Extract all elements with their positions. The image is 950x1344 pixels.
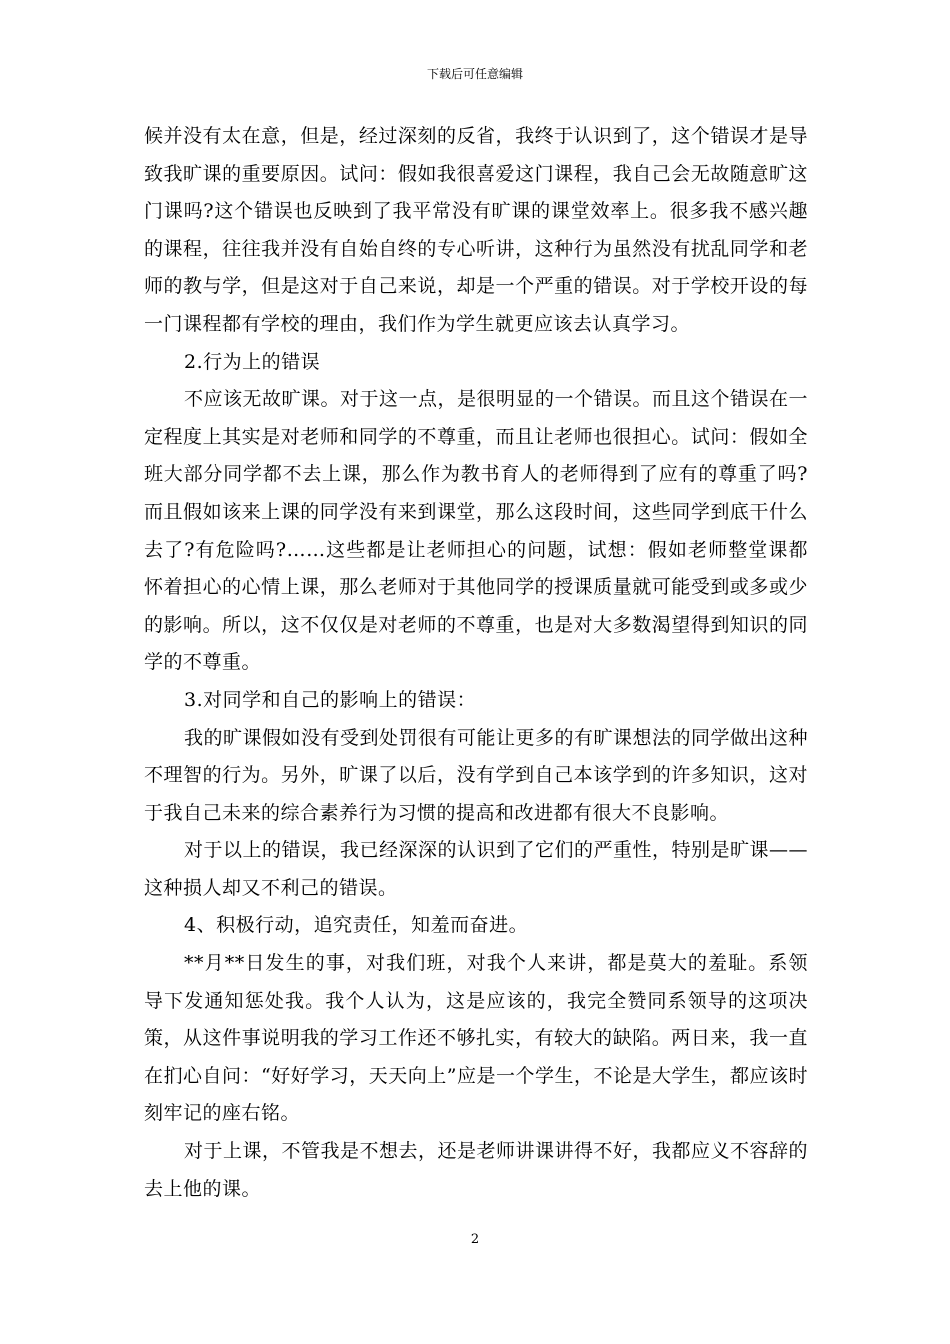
section-heading-2: 2.行为上的错误 bbox=[184, 350, 321, 373]
document-body bbox=[144, 118, 808, 1208]
section-heading-4: 4、积极行动，追究责任，知羞而奋进。 bbox=[184, 914, 529, 937]
paragraph: 对于上课，不管我是不想去，还是老师讲课讲得不好，我都应义不容辞的去上他的课。 bbox=[144, 1140, 809, 1200]
page-header: 下载后可任意编辑 bbox=[426, 67, 523, 81]
paragraph: **月**日发生的事，对我们班，对我个人来讲，都是莫大的羞耻。系领导下发通知惩处我。我个人认为，这是应该的，我完全赞同系领导的这项决策，从这件事说明我的学习工作还不够扎实，有较大的缺陷。两日来，我一直在扪心自问：“好好学习，天天向上”应是一个学生，不论是大学生，都应该时刻牢记的座右铭。 bbox=[144, 952, 808, 1125]
paragraph: 我的旷课假如没有受到处罚很有可能让更多的有旷课想法的同学做出这种不理智的行为。另外，旷课了以后，没有学到自己本该学到的许多知识，这对于我自己未来的综合素养行为习惯的提高和改进都有很大不良影响。 bbox=[144, 726, 809, 824]
section-heading-3: 3.对同学和自己的影响上的错误： bbox=[184, 688, 477, 711]
paragraph: 对于以上的错误，我已经深深的认识到了它们的严重性，特别是旷课——这种损人却又不利己的错误。 bbox=[144, 839, 809, 899]
paragraph: 不应该无故旷课。对于这一点，是很明显的一个错误。而且这个错误在一定程度上其实是对老师和同学的不尊重，而且让老师也很担心。试问：假如全班大部分同学都不去上课，那么作为教书育人的老师得到了应有的尊重了吗?而且假如该来上课的同学没有来到课堂，那么这段时间，这些同学到底干什么去了?有危险吗?……这些都是让老师担心的问题，试想：假如老师整堂课都怀着担心的心情上课，那么老师对于其他同学的授课质量就可能受到或多或少的影响。所以，这不仅仅是对老师的不尊重，也是对大多数渴望得到知识的同学的不尊重。 bbox=[144, 388, 809, 674]
paragraph-continuation: 候并没有太在意，但是，经过深刻的反省，我终于认识到了，这个错误才是导致我旷课的重要原因。试问：假如我很喜爱这门课程，我自己会无故随意旷这门课吗?这个错误也反映到了我平常没有旷课的课堂效率上。很多我不感兴趣的课程，往往我并没有自始自终的专心听讲，这种行为虽然没有扰乱同学和老师的教与学，但是这对于自己来说，却是一个严重的错误。对于学校开设的每一门课程都有学校的理由，我们作为学生就更应该去认真学习。 bbox=[144, 125, 808, 335]
page-number: 2 bbox=[470, 1232, 480, 1247]
